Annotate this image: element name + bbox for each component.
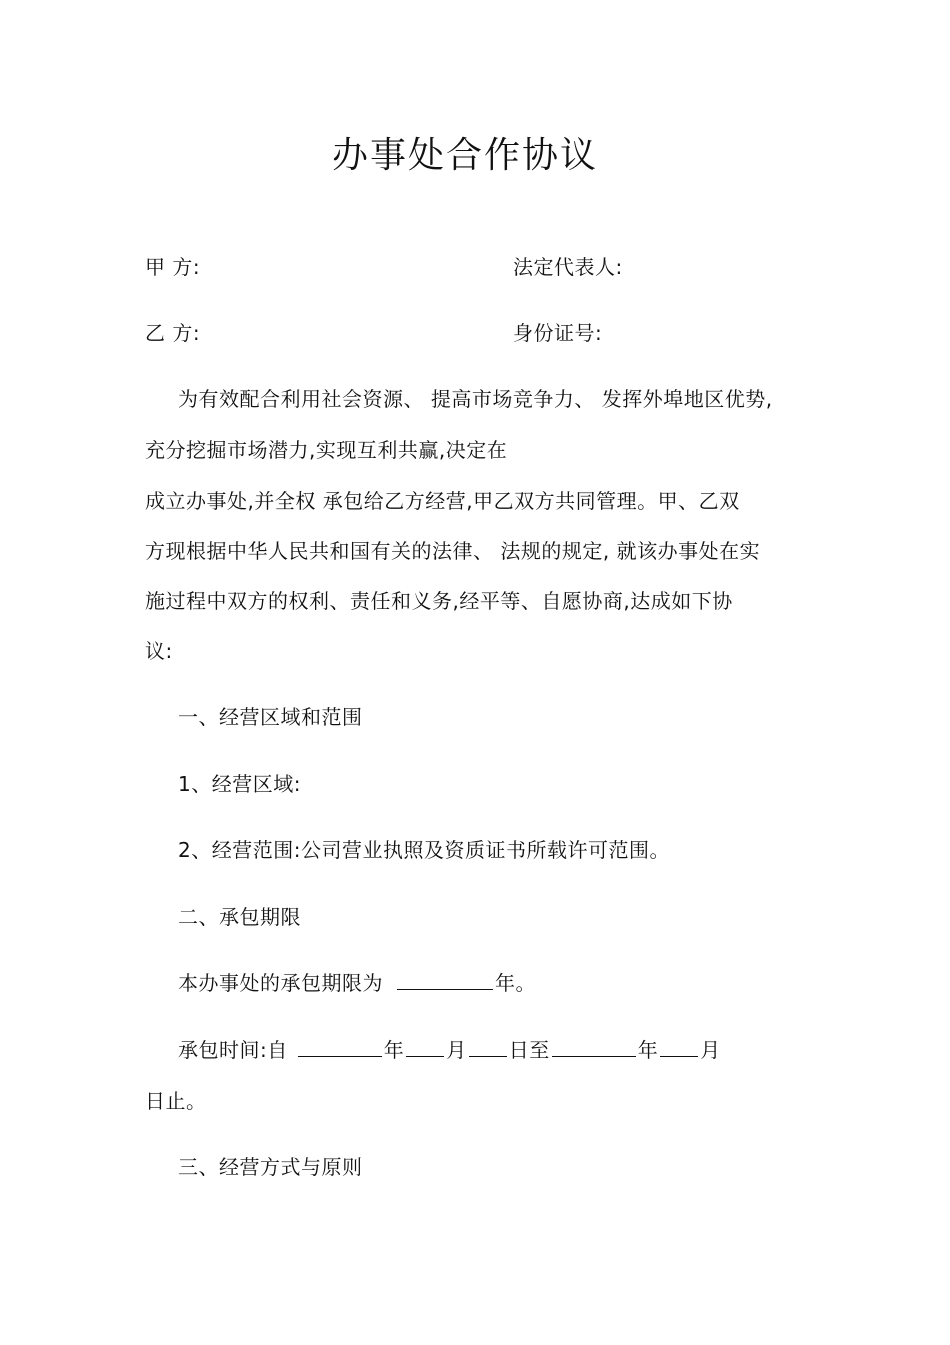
end-month-label: 月 [700, 1038, 721, 1062]
contract-term-line [178, 970, 536, 996]
preamble-line-3: 成立办事处,并全权 承包给乙方经营,甲乙双方共同管理。甲、乙双 [145, 489, 740, 513]
start-year-label: 年 [383, 1038, 405, 1062]
preamble-line-1: 为有效配合利用社会资源、 提高市场竞争力、 发挥外埠地区优势, [178, 387, 773, 411]
contract-period-end: 日止。 [145, 1089, 207, 1113]
start-day-blank [469, 1038, 507, 1057]
preamble-line-2: 充分挖掘市场潜力,实现互利共赢,决定在 [145, 438, 508, 462]
start-month-label: 月 [446, 1038, 467, 1062]
document-title: 办事处合作协议 [331, 135, 598, 176]
term-years-blank [397, 971, 493, 990]
section-1-item-2: 2、经营范围:公司营业执照及资质证书所载许可范围。 [178, 838, 670, 862]
start-day-to-label: 日至 [508, 1038, 550, 1062]
section-2-heading: 二、承包期限 [178, 905, 301, 929]
end-year-label: 年 [637, 1038, 659, 1062]
section-1-heading: 一、经营区域和范围 [178, 705, 363, 729]
end-month-blank [660, 1038, 698, 1057]
id-number-label: 身份证号: [513, 321, 603, 345]
contract-time-label: 承包时间:自 [178, 1038, 288, 1062]
party-b-label: 乙 方: [145, 321, 201, 345]
preamble-line-4: 方现根据中华人民共和国有关的法律、 法规的规定, 就该办事处在实 [145, 539, 761, 563]
section-1-item-1: 1、经营区域: [178, 772, 301, 796]
party-a-label: 甲 方: [145, 255, 201, 279]
start-year-blank [298, 1038, 382, 1057]
contract-term-suffix: 年。 [495, 971, 536, 995]
section-3-heading: 三、经营方式与原则 [178, 1155, 363, 1179]
start-month-blank [406, 1038, 444, 1057]
contract-term-prefix: 本办事处的承包期限为 [178, 971, 383, 995]
legal-representative-label: 法定代表人: [513, 255, 623, 279]
preamble-line-5: 施过程中双方的权利、责任和义务,经平等、自愿协商,达成如下协 [145, 589, 733, 613]
contract-period-line [178, 1037, 721, 1063]
preamble-line-6: 议: [145, 639, 173, 663]
end-year-blank [552, 1038, 636, 1057]
